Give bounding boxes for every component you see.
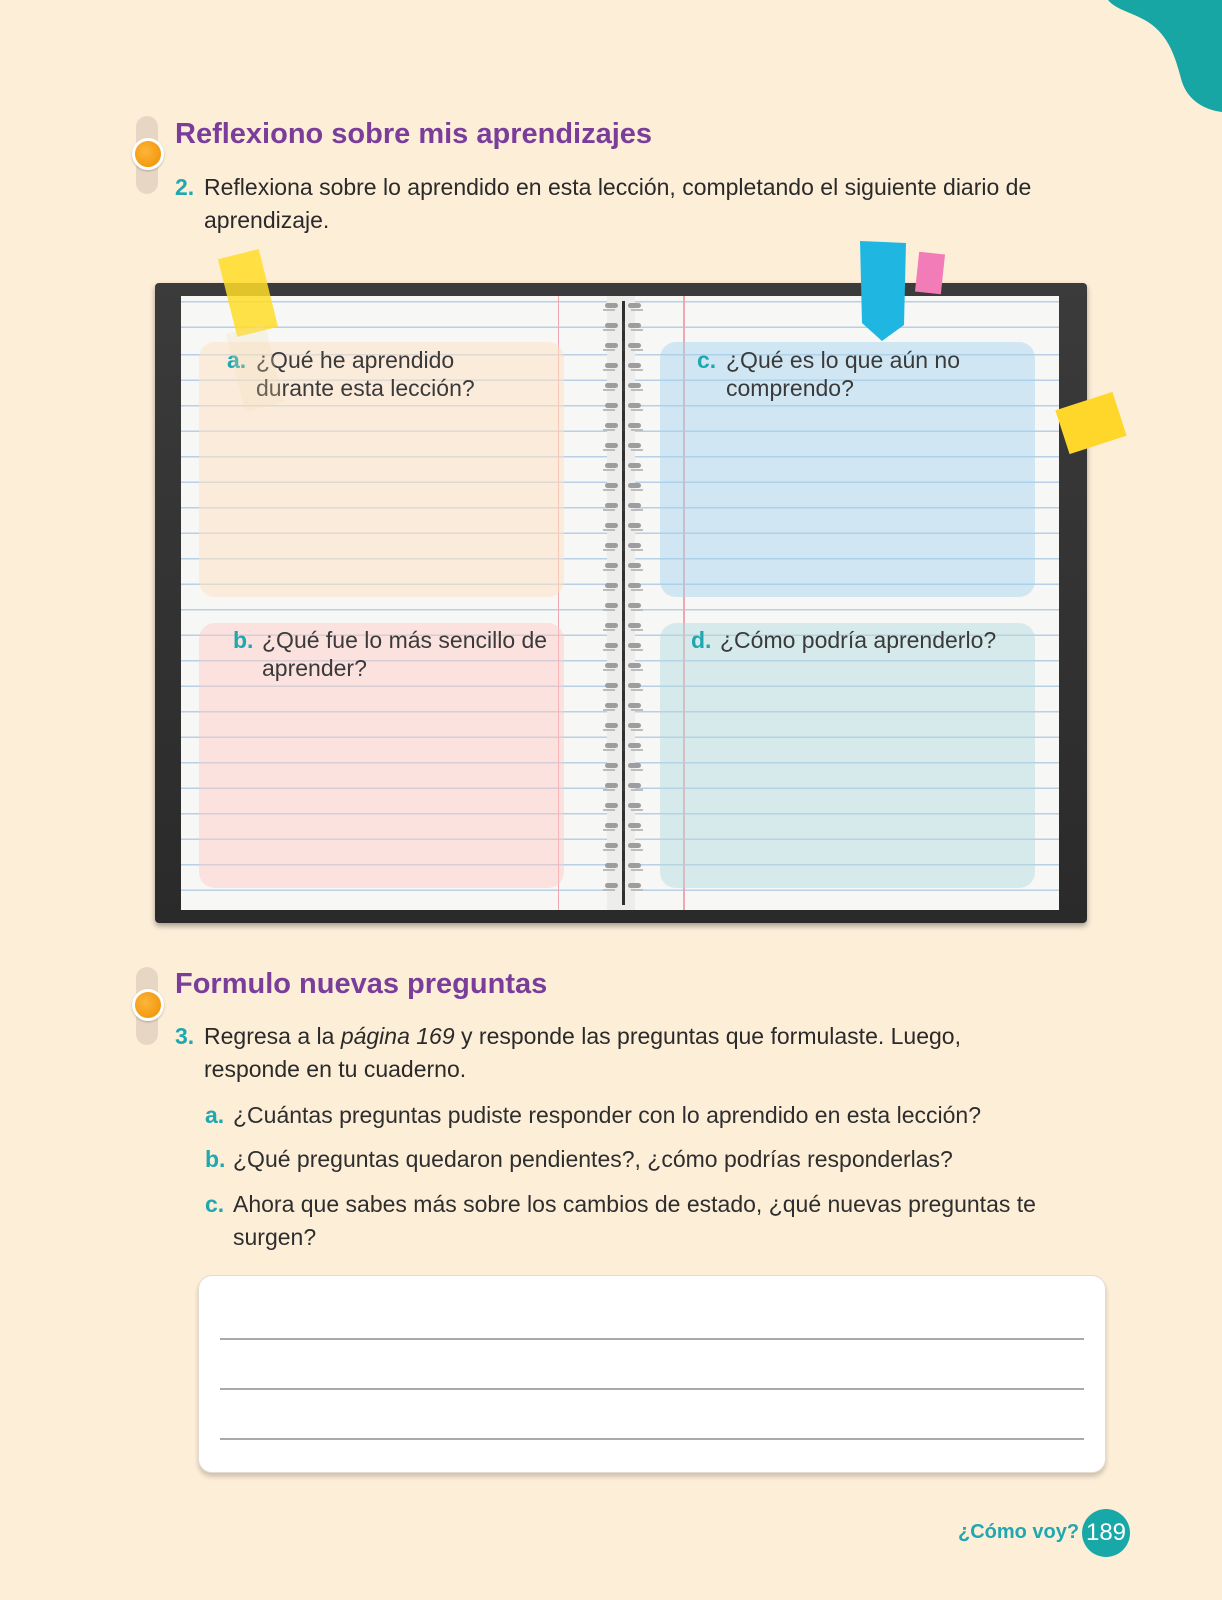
section-title: Reflexiono sobre mis aprendizajes	[175, 118, 653, 150]
section-marker	[136, 116, 158, 194]
item-text: ¿Cuántas preguntas pudiste responder con lo aprendido en esta lección?	[233, 1102, 981, 1128]
question-text: ¿Qué he aprendido durante esta lección?	[256, 347, 475, 401]
question-letter: c.	[697, 347, 717, 373]
instruction-2	[175, 171, 1095, 237]
item-letter: b.	[205, 1146, 226, 1172]
diary-question-b	[233, 626, 553, 682]
answer-line[interactable]	[220, 1388, 1084, 1390]
instruction-number: 3.	[175, 1023, 195, 1049]
footer-section-label: ¿Cómo voy?	[958, 1521, 1080, 1543]
question-text: ¿Cómo podría aprenderlo?	[720, 627, 997, 653]
item-text: ¿Qué preguntas quedaron pendientes?, ¿cómo podrías responderlas?	[233, 1146, 953, 1172]
bullet-icon	[132, 989, 164, 1021]
page-reference: página 169	[340, 1023, 455, 1049]
spiral-binding-icon	[585, 301, 661, 905]
question-item-a	[205, 1099, 1085, 1132]
corner-decoration	[1092, 0, 1222, 112]
instruction-text: Reflexiona sobre lo aprendido en esta lección, completando el siguiente diario de aprendizaje.	[204, 174, 1032, 233]
bookmark-tab-pink	[915, 252, 945, 294]
answer-line[interactable]	[220, 1338, 1084, 1340]
section-marker	[136, 967, 158, 1045]
question-letter: a.	[227, 347, 247, 373]
question-item-b	[205, 1143, 1085, 1176]
bookmark-tab-blue	[858, 241, 908, 343]
question-text: ¿Qué fue lo más sencillo de aprender?	[262, 627, 548, 681]
item-text: Ahora que sabes más sobre los cambios de estado, ¿qué nuevas preguntas te surgen?	[233, 1191, 1036, 1250]
diary-panel-d[interactable]	[660, 623, 1035, 888]
bullet-icon	[132, 138, 164, 170]
item-letter: c.	[205, 1191, 225, 1217]
item-letter: a.	[205, 1102, 225, 1128]
answer-line[interactable]	[220, 1438, 1084, 1440]
question-letter: b.	[233, 627, 254, 653]
answer-box[interactable]	[198, 1275, 1106, 1473]
page-number-badge: 189	[1082, 1509, 1130, 1557]
section-title: Formulo nuevas preguntas	[175, 968, 548, 1000]
instruction-3	[175, 1020, 965, 1086]
diary-question-d	[691, 626, 1031, 654]
instruction-number: 2.	[175, 174, 195, 200]
question-letter: d.	[691, 627, 712, 653]
instruction-text: Regresa a la página 169 y responde las preguntas que formulaste. Luego, responde en tu cuaderno.	[204, 1023, 961, 1082]
question-item-c	[205, 1188, 1065, 1254]
diary-question-c	[697, 346, 987, 402]
question-text: ¿Qué es lo que aún no comprendo?	[726, 347, 960, 401]
learning-diary-notebook	[155, 283, 1087, 923]
